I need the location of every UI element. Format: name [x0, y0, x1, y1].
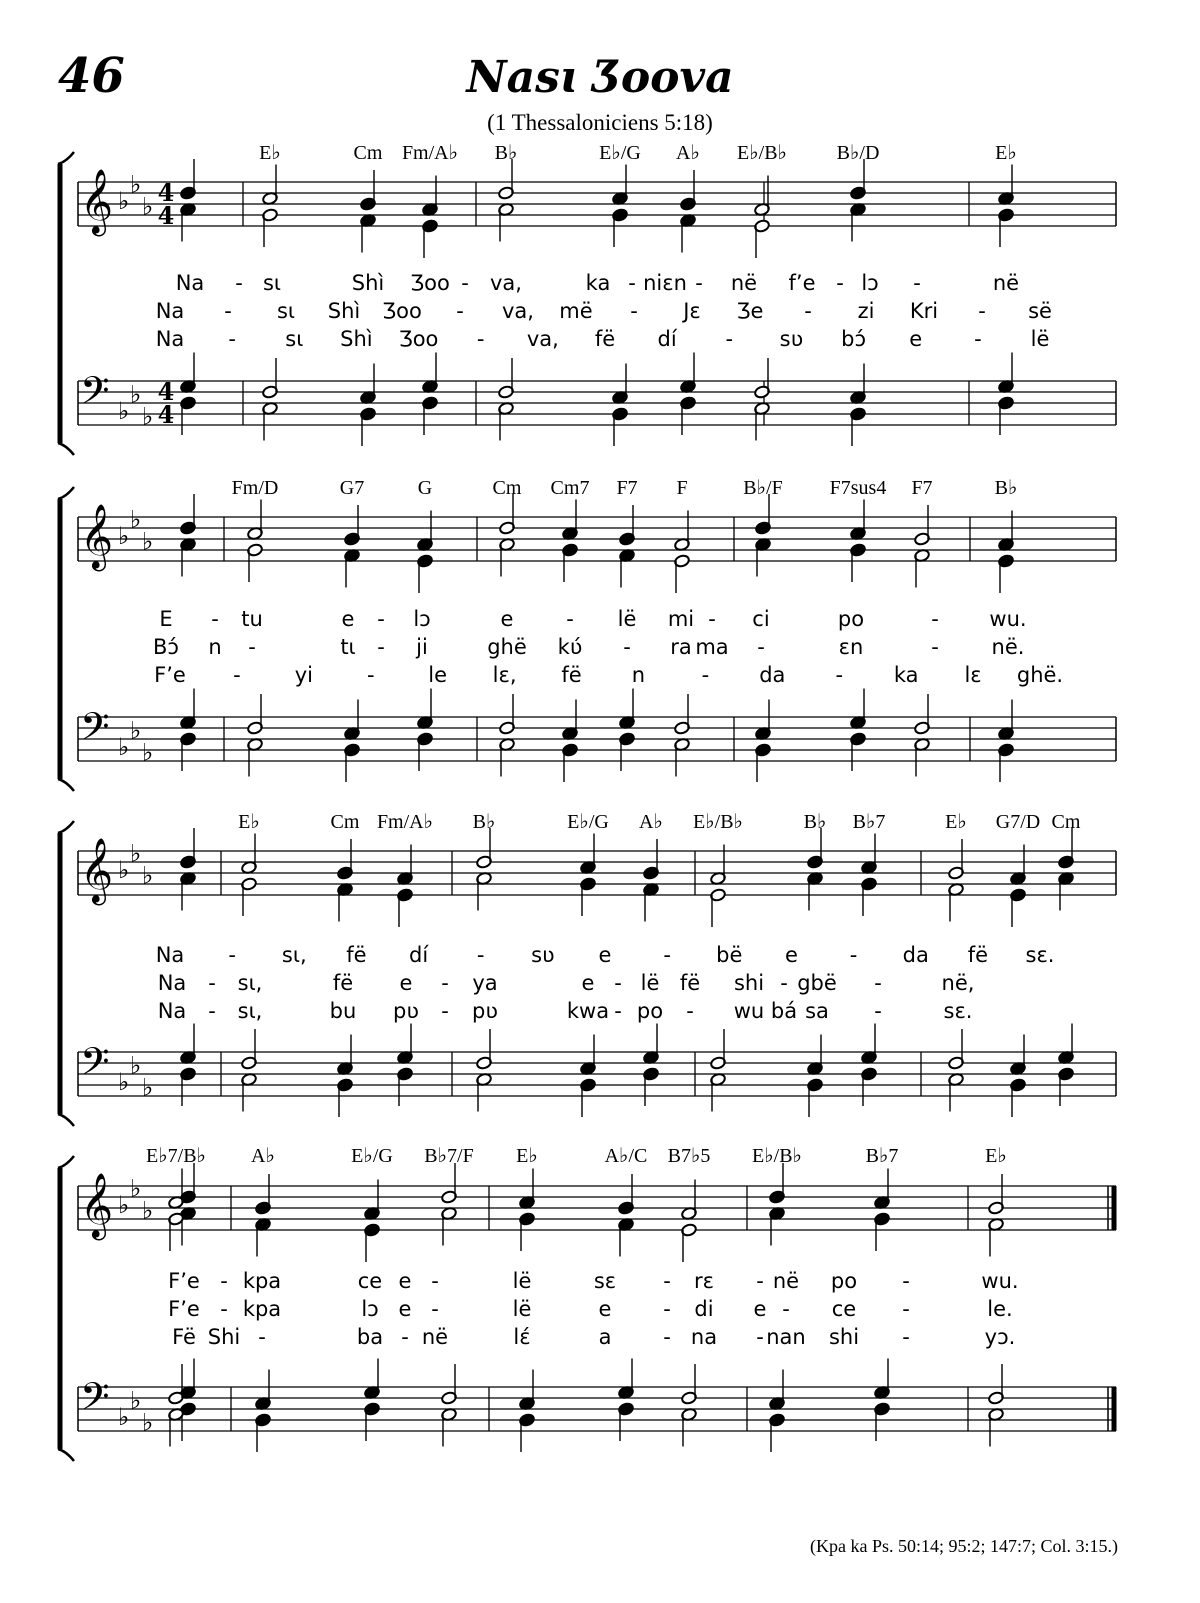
- chord-symbol: Cm: [353, 142, 383, 164]
- lyric-syllable: e: [398, 1297, 412, 1321]
- lyric-syllable: da: [902, 943, 929, 967]
- bass-staff: [78, 1374, 1116, 1437]
- chord-symbol: A♭: [676, 142, 700, 164]
- chord-symbol: B♭: [472, 811, 496, 833]
- flat-accidental-icon: ♭: [118, 397, 130, 425]
- treble-clef-icon: 𝄞: [80, 169, 114, 234]
- lyric-syllable: Shì: [351, 271, 385, 295]
- lyric-syllable: -: [630, 299, 638, 323]
- lyric-syllable: le.: [987, 1297, 1013, 1321]
- lyric-syllable: va,: [526, 327, 559, 351]
- lyric-syllable: -: [628, 271, 636, 295]
- chord-symbol: E♭/G: [351, 1145, 393, 1167]
- lyric-syllable: po: [837, 607, 865, 631]
- lyric-syllable: ba: [356, 1325, 384, 1349]
- lyric-syllable: tɩ: [340, 635, 356, 659]
- lyric-syllable: -: [686, 999, 694, 1023]
- treble-staff: [78, 169, 1116, 236]
- bass-clef-icon: 𝄢: [80, 1039, 110, 1093]
- chord-symbol: E♭: [995, 142, 1017, 164]
- chord-symbol: B♭7/F: [424, 1145, 474, 1167]
- lyric-syllable: Ʒoo: [398, 327, 439, 351]
- lyric-syllable: -: [235, 271, 243, 295]
- time-signature-top: 4: [157, 377, 175, 406]
- lyric-syllable: -: [208, 971, 216, 995]
- lyric-syllable: wu.: [981, 1269, 1019, 1293]
- lyric-syllable: Ʒe: [736, 299, 764, 323]
- chord-symbol: Cm: [330, 811, 360, 833]
- lyric-syllable: fë: [679, 971, 701, 995]
- lyric-syllable: më: [559, 299, 593, 323]
- chord-symbol: B♭: [803, 811, 827, 833]
- chord-symbol: E♭: [945, 811, 967, 833]
- treble-staff: [78, 1173, 1116, 1240]
- lyric-syllable: -: [701, 663, 710, 687]
- lyric-syllable: Na: [155, 299, 185, 323]
- lyric-syllable: lɛ́: [513, 1325, 531, 1349]
- bass-staff: [78, 704, 1116, 767]
- lyric-syllable: -: [836, 271, 844, 295]
- chord-symbol: B7♭5: [667, 1145, 711, 1167]
- lyric-syllable: kpa: [242, 1269, 282, 1293]
- lyric-syllable: shi: [828, 1325, 860, 1349]
- lyric-syllable: -: [757, 635, 765, 659]
- lyric-syllable: ce: [357, 1269, 383, 1293]
- flat-accidental-icon: ♭: [118, 733, 130, 761]
- lyric-syllable: -: [401, 1325, 409, 1349]
- flat-accidental-icon: ♭: [130, 716, 142, 745]
- lyric-syllable: fë: [561, 663, 582, 687]
- bracket-bottom-hook: [58, 779, 74, 791]
- lyric-syllable: Shi: [207, 1325, 241, 1349]
- lyric-syllable: niɛn: [643, 271, 687, 295]
- lyric-syllable: -: [804, 299, 812, 323]
- lyric-syllable: -: [663, 1297, 671, 1321]
- flat-accidental-icon: ♭: [142, 192, 154, 221]
- lyric-syllable: -: [220, 1297, 228, 1321]
- chord-symbol: E♭: [516, 1145, 538, 1167]
- lyric-syllable: -: [431, 1297, 439, 1321]
- flat-accidental-icon: ♭: [130, 839, 142, 868]
- lyric-syllable: -: [931, 607, 939, 631]
- lyric-syllable: nan: [766, 1325, 806, 1349]
- bracket-bottom-hook: [58, 443, 74, 455]
- bracket-bottom-hook: [58, 1449, 74, 1461]
- chord-symbol: E♭/G: [567, 811, 609, 833]
- flat-accidental-icon: ♭: [118, 187, 130, 215]
- system-4: [58, 1156, 1116, 1461]
- lyric-syllable: Na: [155, 943, 185, 967]
- hymn-title: Nasɩ Ʒoova: [466, 52, 734, 103]
- lyric-syllable: dí: [657, 327, 677, 351]
- lyric-syllable: -: [220, 1269, 228, 1293]
- hymn-number: 46: [58, 48, 125, 104]
- lyric-syllable: -: [461, 271, 469, 295]
- lyric-syllable: lë: [617, 607, 637, 631]
- lyric-syllable: e: [398, 1269, 412, 1293]
- chord-symbol: F7sus4: [829, 477, 887, 499]
- lyric-syllable: lɛ: [964, 663, 982, 687]
- flat-accidental-icon: ♭: [118, 1403, 130, 1431]
- lyric-syllable: gbë: [797, 971, 837, 995]
- time-signature-bottom: 4: [157, 201, 175, 230]
- lyric-syllable: ka: [585, 271, 611, 295]
- chord-symbol: B♭/F: [743, 477, 783, 499]
- lyric-syllable: -: [874, 999, 882, 1023]
- chord-symbol: F7: [911, 477, 933, 499]
- lyric-syllable: lë: [640, 971, 660, 995]
- lyric-syllable: -: [931, 635, 939, 659]
- lyric-syllable: sɛ.: [1025, 943, 1055, 967]
- lyric-syllable: sʋ: [531, 943, 555, 967]
- chord-symbol: E♭7/B♭: [146, 1145, 206, 1167]
- lyric-syllable: sɩ,: [237, 971, 263, 995]
- lyric-syllable: Jɛ: [683, 299, 701, 323]
- lyric-syllable: sɩ,: [237, 999, 263, 1023]
- bracket-top-hook: [58, 821, 74, 833]
- lyric-syllable: ghë: [487, 635, 527, 659]
- lyric-syllable: e: [500, 607, 514, 631]
- flat-accidental-icon: ♭: [130, 1386, 142, 1415]
- lyric-syllable: -: [849, 943, 858, 967]
- lyric-syllable: -: [695, 271, 703, 295]
- flat-accidental-icon: ♭: [142, 1073, 154, 1102]
- lyric-syllable: yɔ.: [984, 1325, 1016, 1349]
- lyric-syllable: -: [211, 607, 219, 631]
- lyric-syllable: di: [694, 1297, 714, 1321]
- lyric-syllable: Fë: [172, 1325, 196, 1349]
- lyric-syllable: wu.: [989, 607, 1027, 631]
- lyric-syllable: Na: [175, 271, 205, 295]
- chord-symbol: E♭/G: [599, 142, 641, 164]
- chord-symbol: Fm/D: [231, 477, 279, 499]
- chord-symbol: Fm/A♭: [376, 811, 434, 833]
- lyric-syllable: bɔ́: [841, 327, 867, 351]
- flat-accidental-icon: ♭: [130, 1174, 142, 1203]
- lyric-syllable: -: [456, 299, 464, 323]
- lyric-syllable: po: [830, 1269, 858, 1293]
- lyric-syllable: në,: [941, 971, 975, 995]
- lyric-syllable: -: [725, 327, 734, 351]
- lyric-syllable: -: [366, 663, 375, 687]
- flat-accidental-icon: ♭: [142, 738, 154, 767]
- lyric-syllable: sɩ: [285, 327, 304, 351]
- lyric-syllable: -: [708, 607, 716, 631]
- chord-symbol: B♭7: [865, 1145, 899, 1167]
- lyric-syllable: -: [978, 299, 986, 323]
- chord-symbol: Fm/A♭: [401, 142, 459, 164]
- lyric-syllable: bë: [716, 943, 743, 967]
- lyric-syllable: dí: [408, 943, 429, 967]
- lyric-syllable: ya: [472, 971, 498, 995]
- bass-clef-icon: 𝄢: [80, 368, 110, 422]
- lyric-syllable: e: [753, 1297, 767, 1321]
- chord-symbol: F: [676, 477, 688, 499]
- lyric-syllable: da: [759, 663, 786, 687]
- lyric-syllable: në: [730, 271, 758, 295]
- lyric-syllable: -: [224, 299, 232, 323]
- lyric-syllable: ra: [670, 635, 692, 659]
- flat-accidental-icon: ♭: [130, 380, 142, 409]
- lyric-syllable: -: [476, 327, 485, 351]
- lyric-syllable: së: [1028, 299, 1052, 323]
- lyric-syllable: e: [909, 327, 923, 351]
- lyric-syllable: lë: [512, 1297, 532, 1321]
- bracket-top-hook: [58, 152, 74, 164]
- lyric-syllable: bu: [329, 999, 357, 1023]
- chord-symbol: Cm: [492, 477, 522, 499]
- lyric-syllable: -: [377, 635, 385, 659]
- lyric-syllable: -: [614, 999, 622, 1023]
- lyric-syllable: -: [902, 1269, 910, 1293]
- lyric-syllable: -: [902, 1297, 910, 1321]
- lyric-syllable: E: [159, 607, 173, 631]
- flat-accidental-icon: ♭: [118, 522, 130, 550]
- lyric-syllable: -: [431, 1269, 439, 1293]
- chord-symbol: A♭: [639, 811, 663, 833]
- lyric-syllable: lɔ: [413, 607, 431, 631]
- lyric-syllable: zi: [857, 299, 875, 323]
- lyric-syllable: lɔ: [361, 1297, 379, 1321]
- footer-reference: (Kpa ka Ps. 50:14; 95:2; 147:7; Col. 3:15.): [810, 1536, 1118, 1556]
- lyric-syllable: e: [598, 943, 612, 967]
- treble-clef-icon: 𝄞: [80, 838, 114, 903]
- flat-accidental-icon: ♭: [142, 1196, 154, 1225]
- lyric-syllable: Kri: [909, 299, 939, 323]
- lyric-syllable: sɩ,: [281, 943, 307, 967]
- chord-symbol: E♭: [259, 142, 281, 164]
- bracket-top-hook: [58, 1156, 74, 1168]
- lyric-syllable: sa: [805, 999, 829, 1023]
- lyric-syllable: sɛ: [593, 1269, 617, 1293]
- lyric-syllable: tu: [241, 607, 263, 631]
- lyric-syllable: sɩ: [276, 299, 296, 323]
- lyric-syllable: Ʒoo: [382, 299, 422, 323]
- lyric-syllable: -: [566, 607, 574, 631]
- lyric-syllable: ghë.: [1016, 663, 1064, 687]
- lyric-syllable: -: [441, 971, 449, 995]
- lyric-syllable: ci: [752, 607, 770, 631]
- flat-accidental-icon: ♭: [142, 1408, 154, 1437]
- lyric-syllable: Na: [155, 327, 185, 351]
- chord-symbol: E♭: [238, 811, 260, 833]
- treble-staff: [78, 504, 1116, 571]
- lyric-syllable: po: [636, 999, 664, 1023]
- lyric-syllable: -: [208, 999, 216, 1023]
- lyric-syllable: Na: [157, 971, 187, 995]
- chord-symbol: G7/D: [995, 811, 1041, 833]
- lyric-syllable: lɛ,: [492, 663, 517, 687]
- chord-symbol: E♭/B♭: [693, 811, 743, 833]
- lyric-syllable: -: [974, 327, 982, 351]
- lyric-syllable: -: [441, 999, 449, 1023]
- treble-clef-icon: 𝄞: [80, 1173, 114, 1238]
- lyric-syllable: ma: [695, 635, 729, 659]
- lyric-syllable: -: [663, 1325, 671, 1349]
- lyric-syllable: -: [756, 1325, 764, 1349]
- chord-symbol: B♭/D: [836, 142, 880, 164]
- lyric-syllable: -: [913, 271, 921, 295]
- flat-accidental-icon: ♭: [118, 856, 130, 884]
- flat-accidental-icon: ♭: [142, 527, 154, 556]
- lyric-syllable: n: [208, 635, 222, 659]
- lyric-syllable: pʋ: [472, 999, 498, 1023]
- bracket-top-hook: [58, 487, 74, 499]
- lyric-syllable: wu: [733, 999, 765, 1023]
- chord-symbol: E♭: [985, 1145, 1007, 1167]
- lyric-syllable: sɛ.: [943, 999, 973, 1023]
- lyric-syllable: le: [428, 663, 448, 687]
- chord-symbol: Cm7: [550, 477, 590, 499]
- lyric-syllable: -: [228, 943, 236, 967]
- lyric-syllable: kwa: [566, 999, 610, 1023]
- lyric-syllable: -: [614, 971, 622, 995]
- lyric-syllable: Ʒoo: [410, 271, 450, 295]
- lyric-syllable: -: [377, 607, 385, 631]
- lyric-syllable: F’e: [168, 1297, 200, 1321]
- lyric-syllable: F’e: [168, 1269, 200, 1293]
- lyric-syllable: ɛn: [838, 635, 864, 659]
- chord-symbol: B♭: [494, 142, 518, 164]
- flat-accidental-icon: ♭: [118, 1068, 130, 1096]
- lyric-syllable: -: [663, 943, 671, 967]
- lyric-syllable: kʋ́: [557, 635, 583, 659]
- chord-symbol: F7: [616, 477, 638, 499]
- lyric-syllable: ce: [831, 1297, 857, 1321]
- chord-symbol: B♭7: [852, 811, 886, 833]
- lyric-syllable: Na: [157, 999, 187, 1023]
- chord-symbol: G7: [339, 477, 365, 499]
- lyric-syllable: fë: [967, 943, 989, 967]
- lyric-syllable: rɛ: [694, 1269, 714, 1293]
- flat-accidental-icon: ♭: [130, 170, 142, 199]
- time-signature-top: 4: [157, 178, 175, 207]
- flat-accidental-icon: ♭: [130, 505, 142, 534]
- lyric-syllable: lë: [1030, 327, 1050, 351]
- lyric-syllable: -: [258, 1325, 266, 1349]
- lyric-syllable: na: [690, 1325, 718, 1349]
- lyric-syllable: -: [756, 1269, 764, 1293]
- lyric-syllable: Shì: [340, 327, 373, 351]
- lyric-syllable: fë: [594, 327, 616, 351]
- lyric-syllable: lɔ: [861, 271, 879, 295]
- chord-symbol: E♭/B♭: [752, 1145, 802, 1167]
- lyric-syllable: shi: [733, 971, 765, 995]
- lyric-syllable: sʋ: [779, 327, 804, 351]
- lyric-syllable: -: [835, 663, 844, 687]
- lyric-syllable: Shì: [327, 299, 361, 323]
- lyric-syllable: yi: [294, 663, 313, 687]
- lyric-syllable: mi: [667, 607, 695, 631]
- bracket-bottom-hook: [58, 1114, 74, 1126]
- lyric-syllable: në: [421, 1325, 449, 1349]
- lyric-syllable: bá: [770, 999, 798, 1023]
- bass-staff: [78, 368, 1116, 431]
- lyric-syllable: -: [248, 635, 256, 659]
- lyric-syllable: ji: [416, 635, 428, 659]
- chord-symbol: E♭/B♭: [737, 142, 787, 164]
- lyric-syllable: fë: [346, 943, 367, 967]
- lyric-syllable: sɩ: [262, 271, 282, 295]
- lyric-syllable: va,: [502, 299, 534, 323]
- lyric-syllable: në.: [991, 635, 1025, 659]
- lyric-syllable: pʋ: [393, 999, 419, 1023]
- lyric-syllable: -: [476, 943, 485, 967]
- lyric-syllable: kpa: [242, 1297, 282, 1321]
- lyric-syllable: e: [399, 971, 413, 995]
- lyric-syllable: -: [902, 1325, 910, 1349]
- flat-accidental-icon: ♭: [142, 861, 154, 890]
- lyric-syllable: e: [341, 607, 355, 631]
- flat-accidental-icon: ♭: [118, 1191, 130, 1219]
- lyric-syllable: Bɔ́: [153, 635, 179, 659]
- lyric-syllable: -: [663, 1269, 671, 1293]
- lyric-syllable: e: [598, 1297, 612, 1321]
- lyric-syllable: në: [772, 1269, 800, 1293]
- lyric-syllable: f’e: [788, 271, 816, 295]
- lyric-syllable: va,: [490, 271, 522, 295]
- bass-clef-icon: 𝄢: [80, 704, 110, 758]
- lyric-syllable: -: [233, 663, 241, 687]
- bass-staff: [78, 1039, 1116, 1102]
- lyric-syllable: n: [631, 663, 646, 687]
- lyric-syllable: -: [874, 971, 882, 995]
- lyric-syllable: e: [581, 971, 595, 995]
- flat-accidental-icon: ♭: [142, 402, 154, 431]
- bass-clef-icon: 𝄢: [80, 1374, 110, 1428]
- chord-symbol: G: [417, 477, 433, 499]
- lyric-syllable: e: [784, 943, 798, 967]
- scripture-reference: (1 Thessaloniciens 5:18): [487, 110, 713, 135]
- chord-symbol: A♭/C: [604, 1145, 648, 1167]
- lyric-syllable: a: [598, 1325, 612, 1349]
- lyric-syllable: F’e: [154, 663, 186, 687]
- lyric-syllable: lë: [512, 1269, 532, 1293]
- treble-clef-icon: 𝄞: [80, 504, 114, 569]
- lyric-syllable: ka: [893, 663, 919, 687]
- chord-symbol: Cm: [1051, 811, 1081, 833]
- lyric-syllable: -: [228, 327, 236, 351]
- lyric-syllable: në: [992, 271, 1020, 295]
- lyric-syllable: -: [780, 971, 788, 995]
- flat-accidental-icon: ♭: [130, 1051, 142, 1080]
- chord-symbol: B♭: [994, 477, 1018, 499]
- chord-symbol: A♭: [251, 1145, 275, 1167]
- lyric-syllable: -: [782, 1297, 790, 1321]
- lyric-syllable: fë: [332, 971, 354, 995]
- time-signature-bottom: 4: [157, 400, 175, 429]
- lyric-syllable: -: [623, 635, 631, 659]
